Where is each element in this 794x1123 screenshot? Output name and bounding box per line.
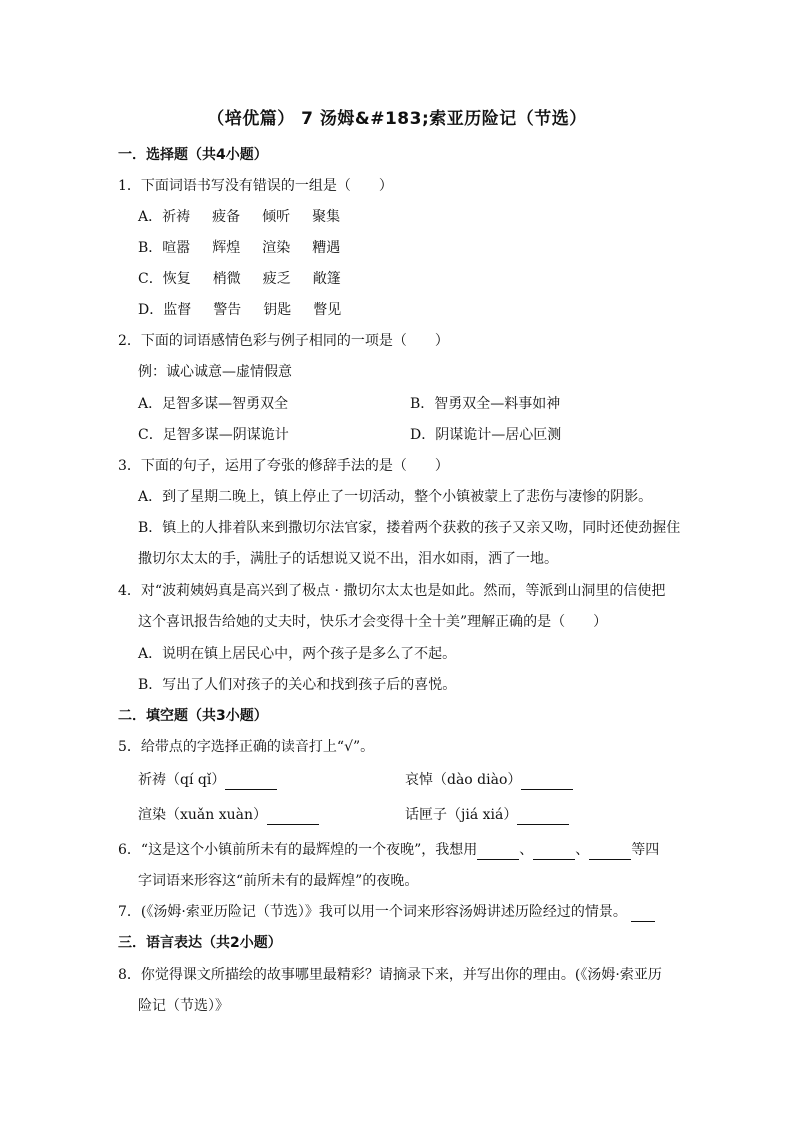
answer-blank[interactable]: [533, 843, 575, 860]
separator: 、: [519, 842, 534, 858]
pinyin-item-text: 祈祷（qí qǐ）: [138, 772, 226, 788]
question-1-option-b: [138, 238, 362, 258]
option-word: 倾听: [262, 209, 291, 225]
option-word: 疲备: [212, 209, 241, 225]
question-2-example: 例：诚心诚意—虚情假意: [138, 364, 292, 380]
option-word: 敞篷: [312, 271, 341, 287]
answer-blank[interactable]: [267, 808, 319, 825]
question-5-item-3: [138, 805, 319, 825]
question-3-option-b-line2: 撒切尔太太的手，满肚子的话想说又说不出，泪水如雨，洒了一地。: [138, 551, 558, 567]
question-2-option-b: B．智勇双全—料事如神: [410, 396, 561, 412]
option-word: 钥匙: [263, 302, 292, 318]
answer-blank[interactable]: [225, 773, 277, 790]
question-5-item-2: [405, 770, 573, 790]
question-3-stem: 3．下面的句子，运用了夸张的修辞手法的是（ ）: [118, 458, 449, 474]
option-word: 疲乏: [262, 271, 291, 287]
question-1-option-c: [138, 269, 363, 289]
question-1-option-a: [138, 207, 362, 227]
option-label: B．: [138, 240, 163, 256]
option-label: A．: [138, 209, 163, 225]
section-heading-choice: 一．选择题（共4小题）: [118, 147, 268, 163]
option-word: 瞥见: [313, 302, 342, 318]
question-2-option-d: D．阴谋诡计—居心叵测: [410, 427, 562, 443]
question-6-line2: 字词语来形容这“前所未有的最辉煌”的夜晚。: [138, 873, 419, 889]
option-label: D．: [138, 302, 164, 318]
question-3-option-b-line1: B．镇上的人排着队来到撒切尔法官家，搂着两个获救的孩子又亲又吻，同时还使劲握住: [138, 520, 681, 536]
option-word: 恢复: [162, 271, 191, 287]
question-1-stem: 1．下面词语书写没有错误的一组是（ ）: [118, 178, 393, 194]
section-heading-expression: 三．语言表达（共2小题）: [118, 935, 282, 951]
question-4-stem-line1: 4．对“波莉姨妈真是高兴到了极点 · 撒切尔太太也是如此。然而，等派到山洞里的信使把: [118, 583, 666, 599]
question-3-option-a: A．到了星期二晚上，镇上停止了一切活动，整个小镇被蒙上了悲伤与凄惨的阴影。: [138, 489, 653, 505]
page-title: （培优篇） 7 汤姆&#183;索亚历险记（节选）: [207, 109, 587, 129]
question-8-line2: 险记（节选）》: [138, 998, 229, 1014]
pinyin-item-text: 渲染（xuǎn xuàn）: [138, 807, 268, 823]
pinyin-item-text: 哀悼（dào diào）: [405, 772, 522, 788]
question-2-option-a: A．足智多谋—智勇双全: [138, 396, 289, 412]
separator: 、: [575, 842, 590, 858]
answer-blank[interactable]: [477, 843, 519, 860]
question-7-text: 7．(《汤姆·索亚历险记（节选）》我可以用一个词来形容汤姆讲述历险经过的情景。: [118, 904, 627, 920]
question-6-text-end: 等四: [631, 842, 660, 858]
pinyin-item-text: 话匣子（jiá xiá）: [405, 807, 518, 823]
question-4-option-b: B．写出了人们对孩子的关心和找到孩子后的喜悦。: [138, 677, 457, 693]
option-word: 聚集: [312, 209, 341, 225]
answer-blank[interactable]: [521, 773, 573, 790]
answer-blank[interactable]: [517, 808, 569, 825]
option-word: 辉煌: [212, 240, 241, 256]
option-word: 警告: [213, 302, 242, 318]
question-5-item-1: [138, 770, 277, 790]
question-8-line1: 8．你觉得课文所描绘的故事哪里最精彩？请摘录下来，并写出你的理由。(《汤姆·索亚历: [118, 967, 662, 983]
option-word: 糟遇: [312, 240, 341, 256]
question-5-stem: 5．给带点的字选择正确的读音打上“√”。: [118, 739, 375, 755]
question-6-text: 6．“这是这个小镇前所未有的最辉煌的一个夜晚”，我想用: [118, 842, 478, 858]
question-4-stem-line2: 这个喜讯报告给她的丈夫时，快乐才会变得十全十美”理解正确的是（ ）: [138, 614, 608, 630]
section-heading-fill: 二．填空题（共3小题）: [118, 708, 268, 724]
option-word: 监督: [163, 302, 192, 318]
option-word: 喧嚣: [162, 240, 191, 256]
option-word: 梢微: [212, 271, 241, 287]
option-word: 祈祷: [162, 209, 191, 225]
question-1-option-d: [138, 300, 363, 320]
question-2-option-c: C．足智多谋—阴谋诡计: [138, 427, 289, 443]
question-7-line: [118, 902, 655, 922]
option-word: 渲染: [262, 240, 291, 256]
question-6-line1: [118, 840, 659, 860]
question-5-item-4: [405, 805, 569, 825]
option-label: C．: [138, 271, 163, 287]
answer-blank[interactable]: [589, 843, 631, 860]
question-2-stem: 2．下面的词语感情色彩与例子相同的一项是（ ）: [118, 333, 449, 349]
answer-blank[interactable]: [631, 905, 655, 922]
question-4-option-a: A．说明在镇上居民心中，两个孩子是多么了不起。: [138, 646, 457, 662]
